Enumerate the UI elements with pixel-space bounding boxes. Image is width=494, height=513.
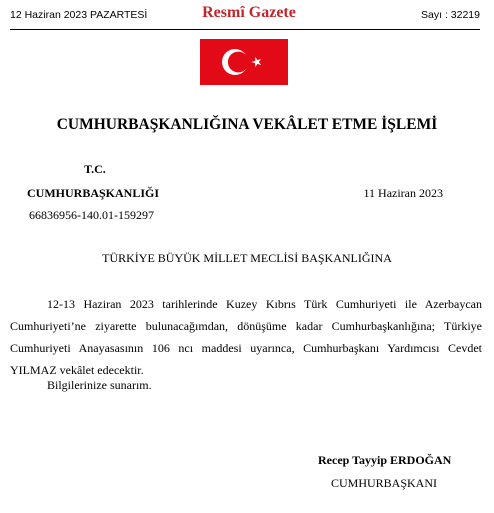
header-divider (10, 29, 480, 30)
body-paragraph: 12-13 Haziran 2023 tarihlerinde Kuzey Kıbrıs Türk Cumhuriyeti ile Azerbaycan Cumhuriyeti’ne ziyarette bulunacağımdan, dönüşüme kadar Cumhurbaşkanlığına; Türkiye Cumhuriyeti Anayasasının 106 ncı maddesi uyarınca, Cumhurbaşkanı Yardımcısı Cevdet YILMAZ vekâlet edecektir. (10, 297, 482, 377)
signer-title: CUMHURBAŞKANI (331, 476, 438, 490)
signer-name: Recep Tayyip ERDOĞAN (318, 453, 452, 467)
closing-line: Bilgilerinize sunarım. (47, 378, 152, 392)
addressee: TÜRKİYE BÜYÜK MİLLET MECLİSİ BAŞKANLIĞINA (102, 251, 392, 265)
document-date: 11 Haziran 2023 (363, 186, 443, 200)
gazette-issue-number: Sayı : 32219 (421, 9, 480, 21)
gazette-date: 12 Haziran 2023 PAZARTESİ (10, 9, 148, 21)
sender-country: T.C. (84, 162, 106, 176)
gazette-name: Resmî Gazete (202, 4, 296, 21)
reference-number: 66836956-140.01-159297 (29, 208, 154, 222)
turkish-flag-icon (200, 39, 288, 85)
sender-office: CUMHURBAŞKANLIĞI (27, 186, 160, 200)
document-title: CUMHURBAŞKANLIĞINA VEKÂLET ETME İŞLEMİ (56, 116, 438, 133)
gazette-header (10, 0, 480, 30)
